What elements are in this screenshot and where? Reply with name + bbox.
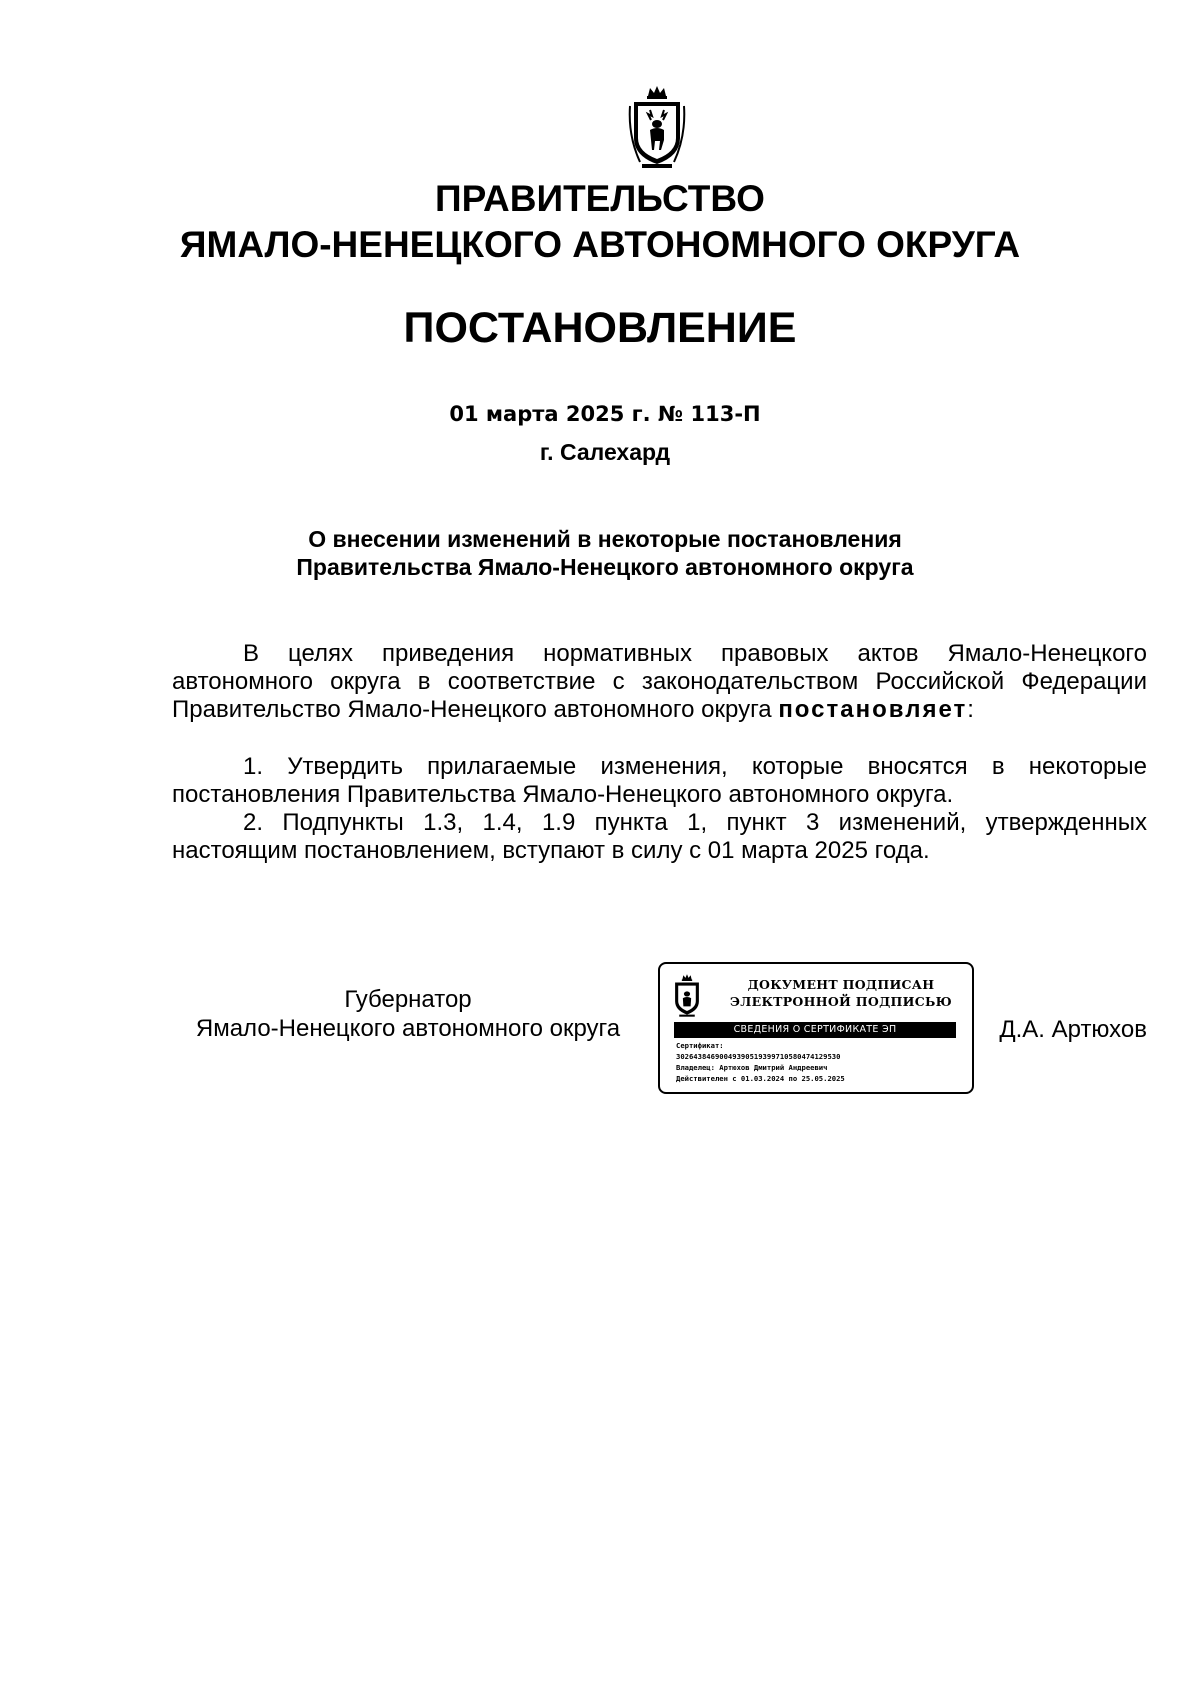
electronic-signature-stamp [658, 962, 974, 1094]
document-subject [200, 525, 1010, 581]
position-line2: Ямало-Ненецкого автономного округа [195, 1015, 621, 1042]
government-title-line1: ПРАВИТЕЛЬСТВО [435, 178, 765, 219]
resolves-word: постановляет [778, 696, 968, 723]
government-title-line2: ЯМАЛО-НЕНЕЦКОГО АВТОНОМНОГО ОКРУГА [179, 224, 1021, 265]
resolves-colon: : [967, 696, 974, 723]
item-1-paragraph: 1. Утвердить прилагаемые изменения, которые вносятся в некоторые постановления Правительства Ямало-Ненецкого автономного округа. [172, 753, 1147, 808]
document-body [172, 640, 1147, 865]
certificate-info-bar: СВЕДЕНИЯ О СЕРТИФИКАТЕ ЭП [674, 1022, 956, 1038]
certificate-label: Сертификат: [676, 1041, 724, 1050]
stamp-title-line2: ЭЛЕКТРОННОЙ ПОДПИСЬЮ [730, 994, 952, 1009]
certificate-details [676, 1040, 966, 1084]
position-line1: Губернатор [344, 986, 472, 1013]
preamble-paragraph [172, 640, 1147, 724]
document-date-number: 01 марта 2025 г. № 113-П [449, 402, 761, 426]
certificate-owner: Владелец: Артюхов Дмитрий Андреевич [676, 1063, 828, 1072]
preamble-text: В целях приведения нормативных правовых актов Ямало-Ненецкого автономного округа в соответствие с законодательством Российской Федерации Правительство Ямало-Ненецкого автономного округа [172, 640, 1147, 723]
subject-line2: Правительства Ямало-Ненецкого автономного округа [296, 554, 914, 580]
yamal-coat-of-arms-icon [672, 974, 702, 1018]
document-type: ПОСТАНОВЛЕНИЕ [403, 304, 797, 352]
signatory-name: Д.А. Артюхов [999, 1016, 1147, 1043]
document-city: г. Салехард [539, 439, 671, 465]
item-2-paragraph: 2. Подпункты 1.3, 1.4, 1.9 пункта 1, пункт 3 изменений, утвержденных настоящим постановлением, вступают в силу с 01 марта 2025 года. [172, 809, 1147, 864]
certificate-number: 3026438469004939051939971058047412953​0 [676, 1052, 841, 1061]
yamal-coat-of-arms-icon [628, 86, 686, 170]
stamp-title [710, 976, 972, 1010]
subject-line1: О внесении изменений в некоторые постановления [308, 526, 902, 552]
government-title [100, 176, 1100, 268]
certificate-validity: Действителен с 01.03.2024 по 25.05.2025 [676, 1074, 845, 1083]
signatory-position [172, 985, 644, 1043]
stamp-title-line1: ДОКУМЕНТ ПОДПИСАН [747, 977, 935, 992]
